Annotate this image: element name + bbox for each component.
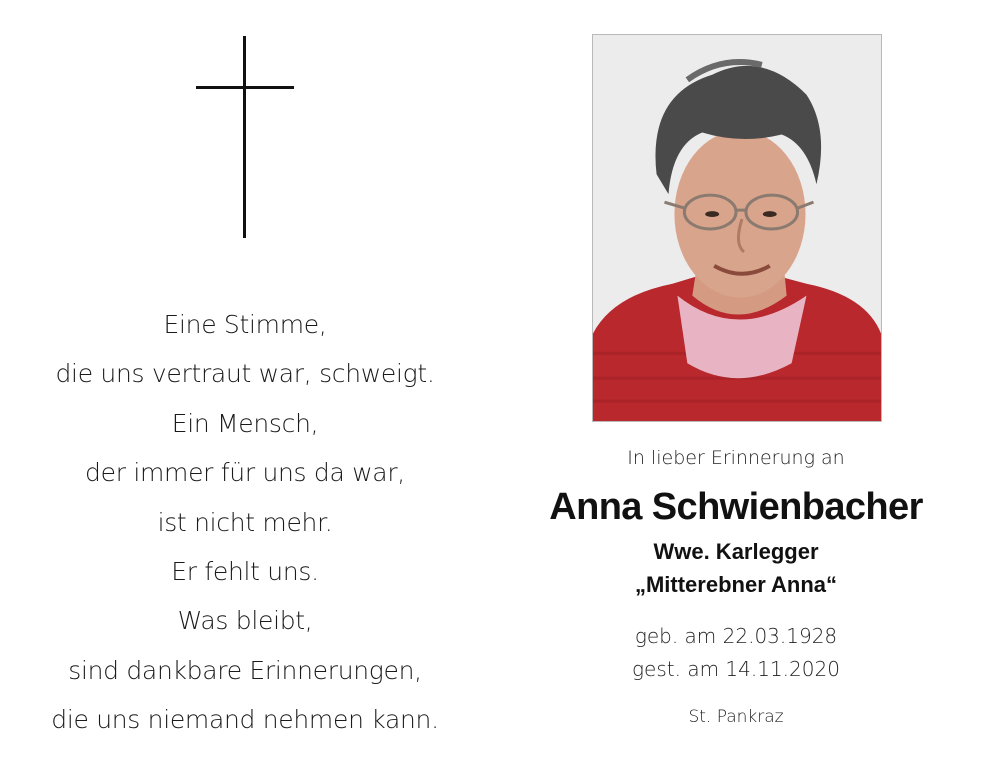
memorial-poem: [30, 300, 460, 745]
death-date: gest. am 14.11.2020: [632, 657, 840, 681]
poem-line: sind dankbare Erinnerungen,: [68, 655, 422, 685]
poem-line: der immer für uns da war,: [85, 458, 405, 488]
poem-line: Eine Stimme,: [163, 310, 327, 339]
poem-line: die uns niemand nehmen kann.: [51, 705, 439, 735]
widow-of: Wwe. Karlegger: [653, 539, 819, 564]
poem-line: die uns vertraut war, schweigt.: [55, 359, 435, 389]
birth-date: geb. am 22.03.1928: [634, 624, 838, 648]
poem-line: ist nicht mehr.: [157, 507, 333, 537]
nickname: „Mitterebner Anna“: [634, 572, 838, 597]
cross-icon: [196, 36, 294, 238]
deceased-name: Anna Schwienbacher: [549, 486, 923, 528]
poem-line: Was bleibt,: [177, 606, 313, 636]
portrait-illustration: [593, 35, 881, 421]
poem-line: Er fehlt uns.: [171, 557, 319, 587]
cross-vertical-bar: [243, 36, 246, 238]
poem-line: Ein Mensch,: [171, 408, 319, 438]
memorial-intro: In lieber Erinnerung an: [627, 447, 845, 469]
cross-horizontal-bar: [196, 86, 294, 89]
place-name: St. Pankraz: [688, 707, 784, 727]
portrait-photo: [592, 34, 882, 422]
